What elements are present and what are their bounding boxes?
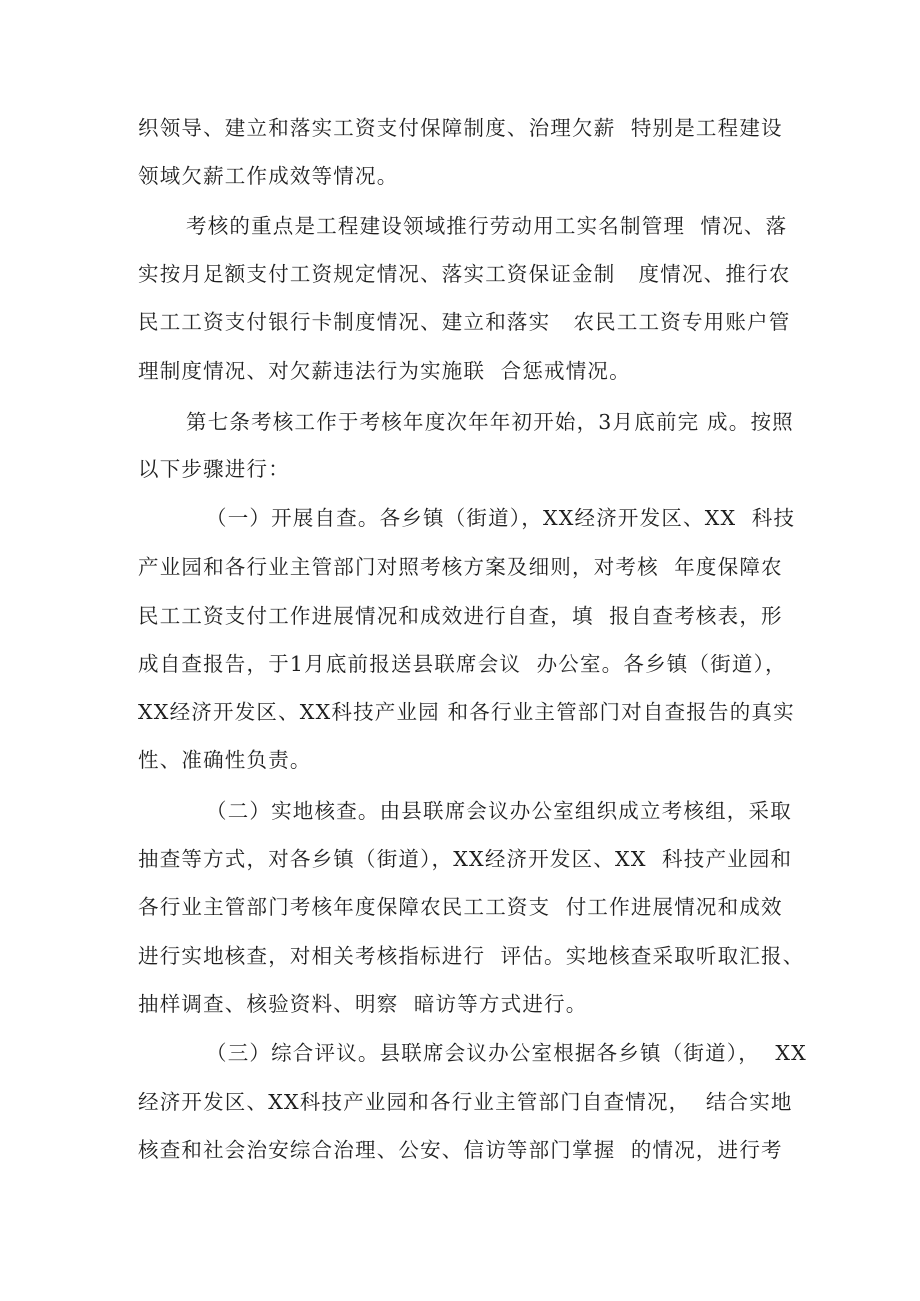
- text-line-12: 成自查报告，于1月底前报送县联席会议 办公室。各乡镇（街道），: [138, 652, 787, 676]
- text-line-7: 第七条考核工作于考核年度次年年初开始，3月底前完 成。按照: [186, 410, 794, 434]
- text-line-16: 抽查等方式，对各乡镇（街道），XX经济开发区、XX 科技产业园和: [138, 847, 793, 871]
- text-line-19: 抽样调查、核验资料、明察 暗访等方式进行。: [138, 992, 588, 1016]
- text-line-17: 各行业主管部门考核年度保障农民工工资支 付工作进展情况和成效: [138, 895, 783, 919]
- text-line-22: 核查和社会治安综合治理、公安、信访等部门掌握 的情况，进行考: [138, 1138, 783, 1162]
- text-line-13: XX经济开发区、XX科技产业园 和各行业主管部门对自查报告的真实: [138, 700, 795, 724]
- text-line-14: 性、准确性负责。: [138, 748, 312, 772]
- text-line-10: 产业园和各行业主管部门对照考核方案及细则，对考核 年度保障农: [138, 555, 783, 579]
- text-line-4: 实按月足额支付工资规定情况、落实工资保证金制 度情况、推行农: [138, 262, 791, 286]
- text-line-15: （二）实地核查。由县联席会议办公室组织成立考核组，采取: [206, 799, 792, 823]
- text-line-1: 织领导、建立和落实工资支付保障制度、治理欠薪 特别是工程建设: [138, 116, 783, 140]
- text-line-18: 进行实地核查，对相关考核指标进行 评估。实地核查采取听取汇报、: [138, 944, 805, 968]
- text-line-6: 理制度情况、对欠薪违法行为实施联 合惩戒情况。: [138, 359, 631, 383]
- text-line-9: （一）开展自查。各乡镇（街道），XX经济开发区、XX 科技: [206, 506, 796, 530]
- text-line-20: （三）综合评议。县联席会议办公室根据各乡镇（街道）， XX: [206, 1041, 807, 1065]
- text-line-2: 领域欠薪工作成效等情况。: [138, 164, 399, 188]
- text-line-8: 以下步骤进行：: [138, 457, 290, 481]
- text-line-21: 经济开发区、XX科技产业园和各行业主管部门自查情况， 结合实地: [138, 1090, 793, 1114]
- text-line-5: 民工工资支付银行卡制度情况、建立和落实 农民工工资专用账户管: [138, 310, 791, 334]
- text-line-11: 民工工资支付工作进展情况和成效进行自查，填 报自查考核表，形: [138, 604, 783, 628]
- text-line-3: 考核的重点是工程建设领域推行劳动用工实名制管理 情况、落: [186, 214, 788, 238]
